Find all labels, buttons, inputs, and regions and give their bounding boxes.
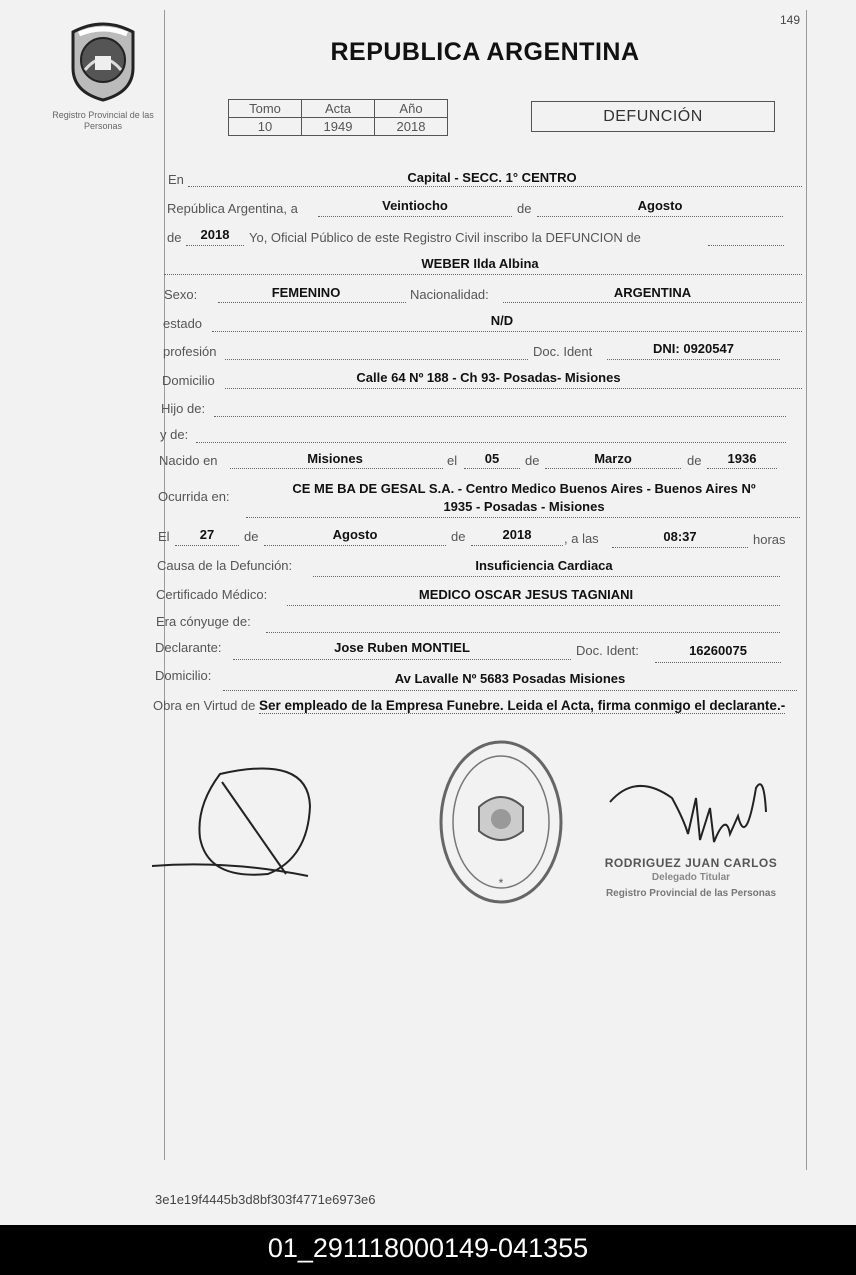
dotted-line (287, 605, 780, 606)
dotted-line (246, 517, 800, 518)
declarante-doc-value: 16260075 (689, 643, 747, 658)
place-value: Capital - SECC. 1° CENTRO (407, 170, 577, 185)
acta-value: 1949 (302, 118, 375, 136)
page-number: 149 (780, 13, 801, 27)
officer-name: RODRIGUEZ JUAN CARLOS (604, 856, 778, 870)
birth-day: 05 (484, 451, 500, 466)
page-title: REPUBLICA ARGENTINA (330, 38, 640, 66)
dotted-line (218, 302, 406, 303)
obra-label: Obra en Virtud de (153, 698, 256, 713)
tomo-header: Tomo (229, 100, 302, 118)
tomo-value: 10 (229, 118, 302, 136)
dotted-line (214, 416, 786, 417)
anio-value: 2018 (375, 118, 448, 136)
obra-section (153, 696, 801, 715)
dotted-line (708, 245, 784, 246)
left-border (164, 10, 165, 1160)
dotted-line (230, 468, 443, 469)
dotted-line (266, 632, 780, 633)
deceased-name: WEBER Ilda Albina (421, 256, 539, 271)
doc-ident-label: Doc. Ident (533, 344, 593, 359)
officer-role: Delegado Titular (651, 872, 731, 883)
domicilio-value: Calle 64 Nº 188 - Ch 93- Posadas- Misiones (356, 370, 621, 385)
doc-ident-value: DNI: 0920547 (653, 341, 734, 356)
causa-value: Insuficiencia Cardiaca (475, 558, 613, 573)
el-label: El (158, 529, 170, 544)
obra-value: Ser empleado de la Empresa Funebre. Leida el Acta, firma conmigo el declarante.- (259, 698, 786, 713)
de-label: de (687, 453, 702, 468)
death-month: Agosto (332, 527, 378, 542)
dotted-line (225, 388, 802, 389)
nacionalidad-label: Nacionalidad: (410, 287, 489, 302)
dotted-line (212, 331, 802, 332)
right-border (806, 10, 807, 1170)
y-de-label: y de: (160, 427, 189, 442)
death-place-line1: CE ME BA DE GESAL S.A. - Centro Medico Buenos Aires - Buenos Aires Nº (292, 481, 756, 496)
officer-org: Registro Provincial de las Personas (605, 888, 777, 899)
dotted-line (318, 216, 512, 217)
horas-label: horas (753, 532, 786, 547)
birth-month: Marzo (594, 451, 632, 466)
certificado-value: MEDICO OSCAR JESUS TAGNIANI (418, 587, 634, 602)
certificado-label: Certificado Médico: (156, 587, 268, 602)
provincial-crest-logo (65, 18, 141, 102)
dotted-line (607, 359, 780, 360)
death-time: 08:37 (663, 529, 697, 544)
death-day: 27 (199, 527, 215, 542)
org-name: Registro Provincial de las Personas (52, 110, 154, 131)
profesion-label: profesión (163, 344, 217, 359)
declarant-signature-icon (148, 762, 323, 884)
dotted-line (707, 468, 777, 469)
svg-text:*: * (498, 876, 504, 890)
dotted-line (471, 545, 563, 546)
declarante-value: Jose Ruben MONTIEL (334, 640, 470, 655)
registration-year: 2018 (200, 227, 230, 242)
dotted-line (545, 468, 681, 469)
registration-day: Veintiocho (382, 198, 448, 213)
dotted-line (612, 547, 748, 548)
estado-value: N/D (490, 313, 514, 328)
record-table (228, 99, 448, 136)
nacionalidad-value: ARGENTINA (613, 285, 692, 300)
dotted-line (655, 662, 781, 663)
el-label: el (447, 453, 458, 468)
dotted-line (223, 690, 797, 691)
de-label: de (525, 453, 540, 468)
dotted-line (186, 245, 244, 246)
dotted-line (503, 302, 802, 303)
official-seal-icon (437, 737, 565, 907)
barcode-text: 01_291118000149-041355 (0, 1225, 856, 1275)
de-label: de (517, 201, 532, 216)
de-label: de (244, 529, 259, 544)
declarante-label: Declarante: (155, 640, 222, 655)
death-place-line2: 1935 - Posadas - Misiones (443, 499, 605, 514)
causa-label: Causa de la Defunción: (157, 558, 293, 573)
birth-place: Misiones (307, 451, 363, 466)
acta-header: Acta (302, 100, 375, 118)
republica-label: República Argentina, a (167, 201, 298, 216)
ocurrida-label: Ocurrida en: (158, 489, 230, 504)
dotted-line (537, 216, 783, 217)
death-year: 2018 (502, 527, 532, 542)
estado-label: estado (163, 316, 203, 331)
domicilio-decl-value: Av Lavalle Nº 5683 Posadas Misiones (394, 671, 626, 686)
nacido-label: Nacido en (159, 453, 218, 468)
dotted-line (313, 576, 780, 577)
sexo-label: Sexo: (164, 287, 198, 302)
dotted-line (464, 468, 520, 469)
de-label: de (451, 529, 466, 544)
record-type-box: DEFUNCIÓN (531, 101, 775, 132)
dotted-line (264, 545, 446, 546)
registration-month: Agosto (637, 198, 683, 213)
dotted-line (196, 442, 786, 443)
conyuge-label: Era cónyuge de: (156, 614, 251, 629)
domicilio-label: Domicilio (162, 373, 215, 388)
dotted-line (164, 274, 802, 275)
officer-statement: Yo, Oficial Público de este Registro Civil inscribo la DEFUNCION de (249, 230, 641, 245)
en-label: En (168, 172, 184, 187)
dotted-line (188, 186, 802, 187)
dotted-line (225, 359, 528, 360)
declarante-doc-label: Doc. Ident: (576, 643, 639, 658)
a-las-label: , a las (564, 531, 599, 546)
dotted-line (175, 545, 239, 546)
anio-header: Año (375, 100, 448, 118)
domicilio-decl-label: Domicilio: (155, 668, 212, 683)
dotted-line (233, 659, 571, 660)
officer-signature-icon (606, 772, 778, 860)
birth-year: 1936 (727, 451, 757, 466)
sexo-value: FEMENINO (271, 285, 341, 300)
de-label: de (167, 230, 182, 245)
document-hash: 3e1e19f4445b3d8bf303f4771e6973e6 (155, 1192, 376, 1207)
hijo-de-label: Hijo de: (161, 401, 206, 416)
